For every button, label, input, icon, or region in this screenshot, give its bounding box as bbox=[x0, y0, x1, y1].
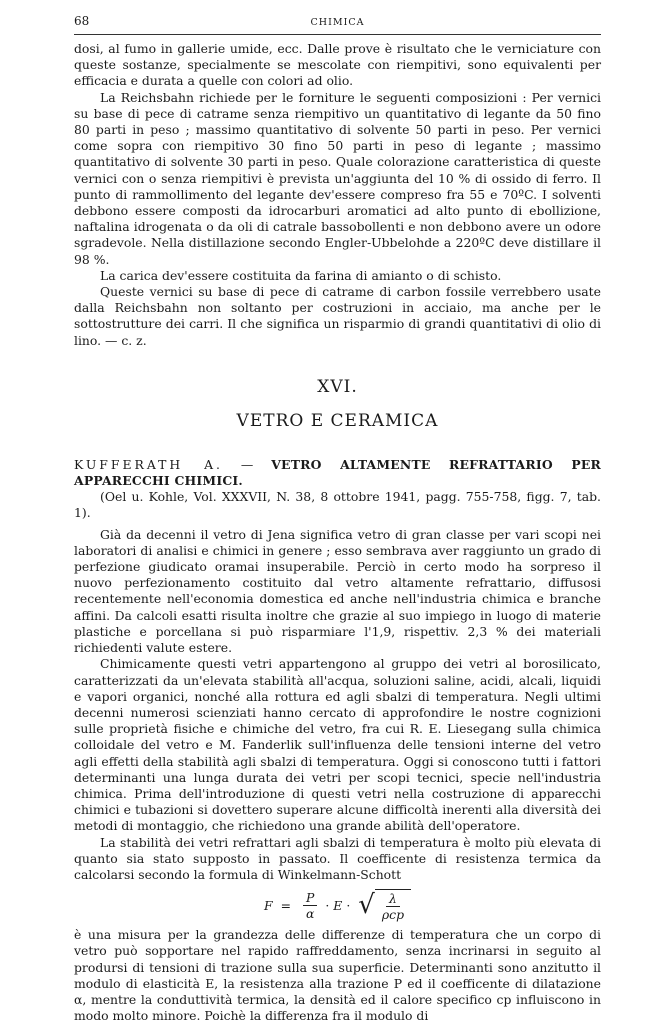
sqrt-denominator: ρcp bbox=[381, 906, 405, 922]
section-number: XVI. bbox=[317, 376, 358, 397]
running-head: CHIMICA bbox=[310, 17, 365, 28]
article-author: KUFFERATH A. bbox=[74, 456, 223, 472]
formula-dot: · bbox=[325, 897, 330, 913]
formula-dot: · bbox=[346, 897, 351, 913]
sqrt-numerator: λ bbox=[386, 891, 400, 907]
paragraph: Chimicamente questi vetri appartengono al gruppo dei vetri al borosilicato, caratterizzati da un'elevata stabilità all'acqua, soluzioni saline, acidi, alcali, liquidi e vapori organici, nonché alla rottura ed agli sbalzi di temperatura. Negli ultimi decenni numerosi scienziati hanno cercato di approfondire le nostre cognizioni sulle proprietà fisiche e chimiche del vetro, fra cui R. E. Liesegang sulla chimica colloidale del vetro e M. Fanderlik sull'influenza delle tensioni interne del vetro agli effetti della stabilità agli sbalzi di temperatura. Oggi si conoscono tutti i fattori determinanti una lunga durata dei vetri per scopi tecnici, specie nell'industria chimica. Prima dell'introduzione di questi vetri nella costruzione di apparecchi chimici e tubazioni si dovettero superare alcune difficoltà inerenti alla diversità dei metodi di montaggio, che richiedono una grande abilità dell'operatore. bbox=[74, 656, 601, 834]
radical-sign: √ bbox=[358, 890, 375, 921]
paragraph: Già da decenni il vetro di Jena significa vetro di gran classe per vari scopi nei laboratori di analisi e chimici in genere ; esso sembrava aver raggiunto un grado di perfezione giudicato oramai insuperabile. Perciò in certo modo ha sorpreso il nuovo perfezionamento costituito dal vetro altamente refrattario, diffusosi recentemente nell'economia domestica ed anche nell'industria chimica e branche affini. Da calcoli esatti risulta inoltre che grazie al suo impiego in luogo di materie plastiche e porcellana si può risparmiare l'1,9, rispettiv. 2,3 % dei materiali richiedenti valute estere. bbox=[74, 526, 601, 656]
sqrt-content bbox=[375, 889, 411, 922]
formula-e: E bbox=[333, 897, 343, 913]
article bbox=[74, 457, 601, 1024]
paragraph: dosi, al fumo in gallerie umide, ecc. Dalle prove è risultato che le verniciature con queste sostanze, specialmente se mescolate con riempitivi, sono equivalenti per efficacia e durata a quelle con colori ad olio. bbox=[74, 41, 601, 89]
page bbox=[74, 14, 601, 1024]
sqrt-fraction bbox=[379, 891, 407, 922]
article-citation: (Oel u. Kohle, Vol. XXXVII, N. 38, 8 ottobre 1941, pagg. 755-758, figg. 7, tab. 1). bbox=[74, 489, 601, 521]
formula bbox=[74, 885, 601, 925]
paragraph: La Reichsbahn richiede per le forniture le seguenti composizioni : Per vernici su base di pece di catrame senza riempitivo un quantitativo di legante da 50 fino 80 parti in peso ; massimo quantitativo di solvente 50 parti in peso. Per vernici come sopra con riempitivo 30 fino 50 parti in peso di legante ; massimo quantitativo di solvente 30 parti in peso. Quale colorazione caratteristica di queste vernici con o senza riempitivi è prevista un'aggiunta del 10 % di ossido di ferro. Il punto di rammollimento del legante dev'essere compreso fra 55 e 70ºC. I solventi debbono essere composti da idrocarburi aromatici ad alto punto di ebollizione, naftalina idrogenata o da oli di catrale bassobollenti e non debbono avere un odore sgradevole. Nella distillazione secondo Engler-Ubbelohde a 220ºC deve distillare il 98 %. bbox=[74, 89, 601, 267]
article-heading bbox=[74, 457, 601, 489]
formula-equals: = bbox=[280, 897, 291, 913]
article-title: VETRO ALTAMENTE REFRATTARIO PER APPARECCHI CHIMICI. bbox=[74, 456, 601, 489]
page-header bbox=[74, 14, 601, 32]
formula-fraction bbox=[303, 890, 317, 921]
page-number: 68 bbox=[74, 14, 90, 28]
fraction-denominator: α bbox=[305, 905, 315, 921]
section-title: VETRO E CERAMICA bbox=[236, 410, 439, 431]
paragraph: Queste vernici su base di pece di catrame di carbon fossile verrebbero usate dalla Reichsbahn non soltanto per costruzioni in acciaio, ma anche per le sottostrutture dei carri. Il che significa un risparmio di grandi quantitativi di olio di lino. — c. z. bbox=[74, 284, 601, 348]
header-rule bbox=[74, 34, 601, 35]
formula-sqrt bbox=[358, 889, 411, 922]
formula-lhs: F bbox=[263, 897, 273, 913]
fraction-numerator: P bbox=[303, 890, 317, 906]
heading-dash: — bbox=[222, 456, 272, 472]
paragraph: La stabilità dei vetri refrattari agli sbalzi di temperatura è molto più elevata di quanto sia stato supposto in passato. Il coefficente di resistenza termica da calcolarsi secondo la formula di Winkelmann-Schott bbox=[74, 834, 601, 882]
paragraph: La carica dev'essere costituita da farina di amianto o di schisto. bbox=[100, 267, 502, 283]
paragraph: è una misura per la grandezza delle differenze di temperatura che un corpo di vetro può sopportare nel rapido raffreddamento, senza incrinarsi in seguito al prodursi di tensioni di trazione sulla sua superficie. Determinanti sono anzitutto il modulo di elasticità E, la resistenza alla trazione P ed il coefficente di dilatazione α, mentre la conduttività termica, la densità ed il calore specifico cp influiscono in modo molto minore. Poichè la differenza fra il modulo di bbox=[74, 927, 601, 1024]
